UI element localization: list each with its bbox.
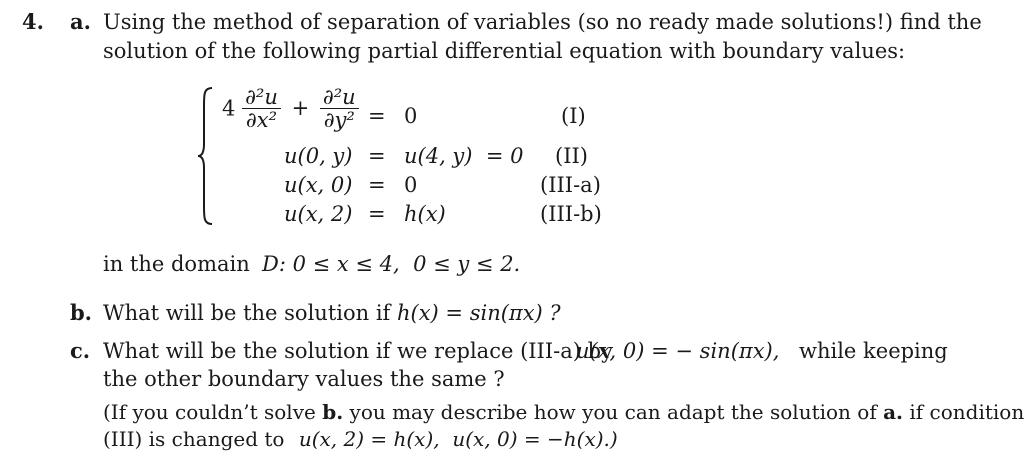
part-c-line2: the other boundary values the same ?	[103, 367, 505, 391]
frac2-numerator: ∂²u	[320, 86, 359, 109]
eq3-rhs: 0	[404, 173, 418, 197]
eq2-equals: =	[368, 144, 386, 168]
eq4-equals: =	[368, 202, 386, 226]
note-line1	[103, 400, 1024, 425]
part-b-label: b.	[70, 300, 92, 325]
part-c-math1: u(x, 0) = − sin(πx),	[576, 339, 780, 363]
part-a-line1: Using the method of separation of variables (so no ready made solutions!) find the	[103, 10, 982, 34]
frac1-denominator: ∂x²	[245, 108, 278, 133]
eq2-rhs: u(4, y) = 0	[404, 144, 524, 168]
part-c-label: c.	[70, 338, 91, 363]
eq1-tag: (I)	[561, 104, 586, 128]
note-ref-b: b.	[322, 400, 344, 424]
eq3-equals: =	[368, 173, 386, 197]
note-text-1: (If you couldn’t solve	[103, 400, 316, 424]
domain-text: in the domain	[103, 252, 250, 276]
frac1-numerator: ∂²u	[242, 86, 281, 109]
note-text-4: (III) is changed to	[103, 427, 285, 451]
problem-number: 4.	[22, 9, 44, 34]
domain-math: D: 0 ≤ x ≤ 4, 0 ≤ y ≤ 2.	[262, 252, 521, 276]
eq4-rhs: h(x)	[404, 202, 446, 226]
eq1-plus: +	[291, 96, 310, 121]
eq2-lhs: u(0, y)	[284, 144, 353, 168]
eq4-lhs: u(x, 2)	[284, 202, 353, 226]
eq4-tag: (III-b)	[540, 202, 602, 226]
eq2-tag: (II)	[555, 144, 588, 168]
d2u-dy2-fraction	[320, 86, 359, 131]
system-brace	[196, 86, 214, 226]
part-b-math: h(x) = sin(πx) ?	[397, 301, 561, 325]
part-c-text1: What will be the solution if we replace (III-a) by	[103, 339, 613, 363]
note-math: u(x, 2) = h(x), u(x, 0) = −h(x).)	[298, 427, 618, 451]
part-a-label: a.	[70, 9, 91, 34]
part-a-line2: solution of the following partial differential equation with boundary values:	[103, 39, 906, 63]
equation-1-lhs	[222, 86, 359, 131]
note-text-3: if condition	[909, 400, 1024, 424]
note-line2	[103, 427, 618, 452]
eq1-equals: =	[368, 104, 386, 128]
eq3-tag: (III-a)	[540, 173, 601, 197]
eq1-rhs: 0	[404, 104, 418, 128]
part-c-text2: while keeping	[799, 339, 948, 363]
d2u-dx2-fraction	[242, 86, 281, 131]
part-b-text: What will be the solution if	[103, 301, 391, 325]
note-text-2: you may describe how you can adapt the solution of	[349, 400, 877, 424]
eq3-lhs: u(x, 0)	[284, 173, 353, 197]
eq1-coefficient: 4	[222, 96, 236, 121]
note-ref-a: a.	[883, 400, 904, 424]
frac2-denominator: ∂y²	[323, 108, 355, 133]
